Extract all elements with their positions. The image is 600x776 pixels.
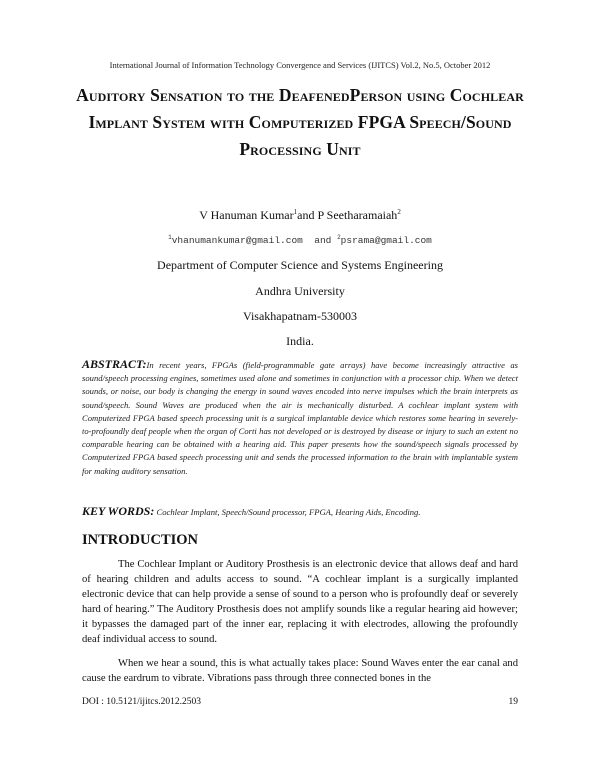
- doi: DOI : 10.5121/ijitcs.2012.2503: [82, 697, 202, 707]
- paper-title: Auditory Sensation to the DeafenedPerson using Cochlear Implant System with Computerized FPGA Speech/Sound Processing Unit: [76, 85, 524, 159]
- author-1-superscript: 1: [293, 208, 298, 216]
- author-line: [0, 208, 600, 223]
- department: Department of Computer Science and Systems Engineering: [157, 258, 443, 272]
- email-1-superscript: 1: [168, 234, 172, 241]
- keywords-heading: KEY WORDS:: [82, 504, 155, 518]
- introduction-paragraph-1: The Cochlear Implant or Auditory Prosthesis is an electronic device that allows deaf and hard of hearing children and adults access to sound. “A cochlear implant is a surgically implanted electronic device that can help provide a sense of sound to a person who is profoundly deaf or severely hard of hearing.” The Auditory Prosthesis does not amplify sounds like a regular hearing aid however; it bypasses the damaged part of the inner ear, replacing it with electrodes, allowing the profoundly deaf individual access to sound.: [82, 559, 518, 646]
- abstract: [82, 358, 518, 478]
- keywords-text: Cochlear Implant, Speech/Sound processor, FPGA, Hearing Aids, Encoding.: [156, 507, 421, 517]
- introduction-paragraph-2: When we hear a sound, this is what actually takes place: Sound Waves enter the ear canal and cause the eardrum to vibrate. Vibrations pass through three connected bones in the: [82, 658, 518, 685]
- introduction-heading: INTRODUCTION: [82, 532, 199, 548]
- university: Andhra University: [255, 284, 345, 298]
- email-2-superscript: 2: [337, 234, 341, 241]
- email-1: vhanumankumar@gmail.com: [171, 235, 303, 246]
- author-2-superscript: 2: [397, 208, 401, 216]
- email-joiner: and: [314, 235, 332, 246]
- email-2: psrama@gmail.com: [340, 235, 432, 246]
- city: Visakhapatnam-530003: [243, 309, 357, 323]
- abstract-heading: ABSTRACT:: [82, 357, 147, 371]
- author-1: V Hanuman Kumar: [199, 208, 294, 222]
- keywords: [82, 504, 522, 519]
- author-joiner: and P Seetharamaiah: [297, 208, 398, 222]
- journal-header: International Journal of Information Technology Convergence and Services (IJITCS) Vol.2, No.5, October 2012: [109, 60, 491, 70]
- email-line: [0, 234, 600, 246]
- country: India.: [286, 334, 314, 348]
- abstract-text: In recent years, FPGAs (field-programmable gate arrays) have become increasingly attractive as sound/speech processing engines, sometimes used alone and sometimes in conjunction with a processor chip. When we detect sounds, or noise, our body is changing the energy in sound waves encoded into nerve impulses which the brain interprets as sound/speech. Sound Waves are produced when the air is mechanically disturbed. A cochlear implant system with Computerized FPGA based speech processing unit is a surgical implantable device which restores some hearing in severely-to-profoundly deaf people when the organ of Corti has not developed or is destroyed by disease or injury to such an extent no comparable hearing can be obtained with a hearing aid. This paper presents how the sound/speech signals processed by Computerized FPGA based speech processing unit and sends the processed information to the brain with implantable system for making auditory sensation.: [82, 360, 518, 476]
- page-number: 19: [508, 697, 518, 707]
